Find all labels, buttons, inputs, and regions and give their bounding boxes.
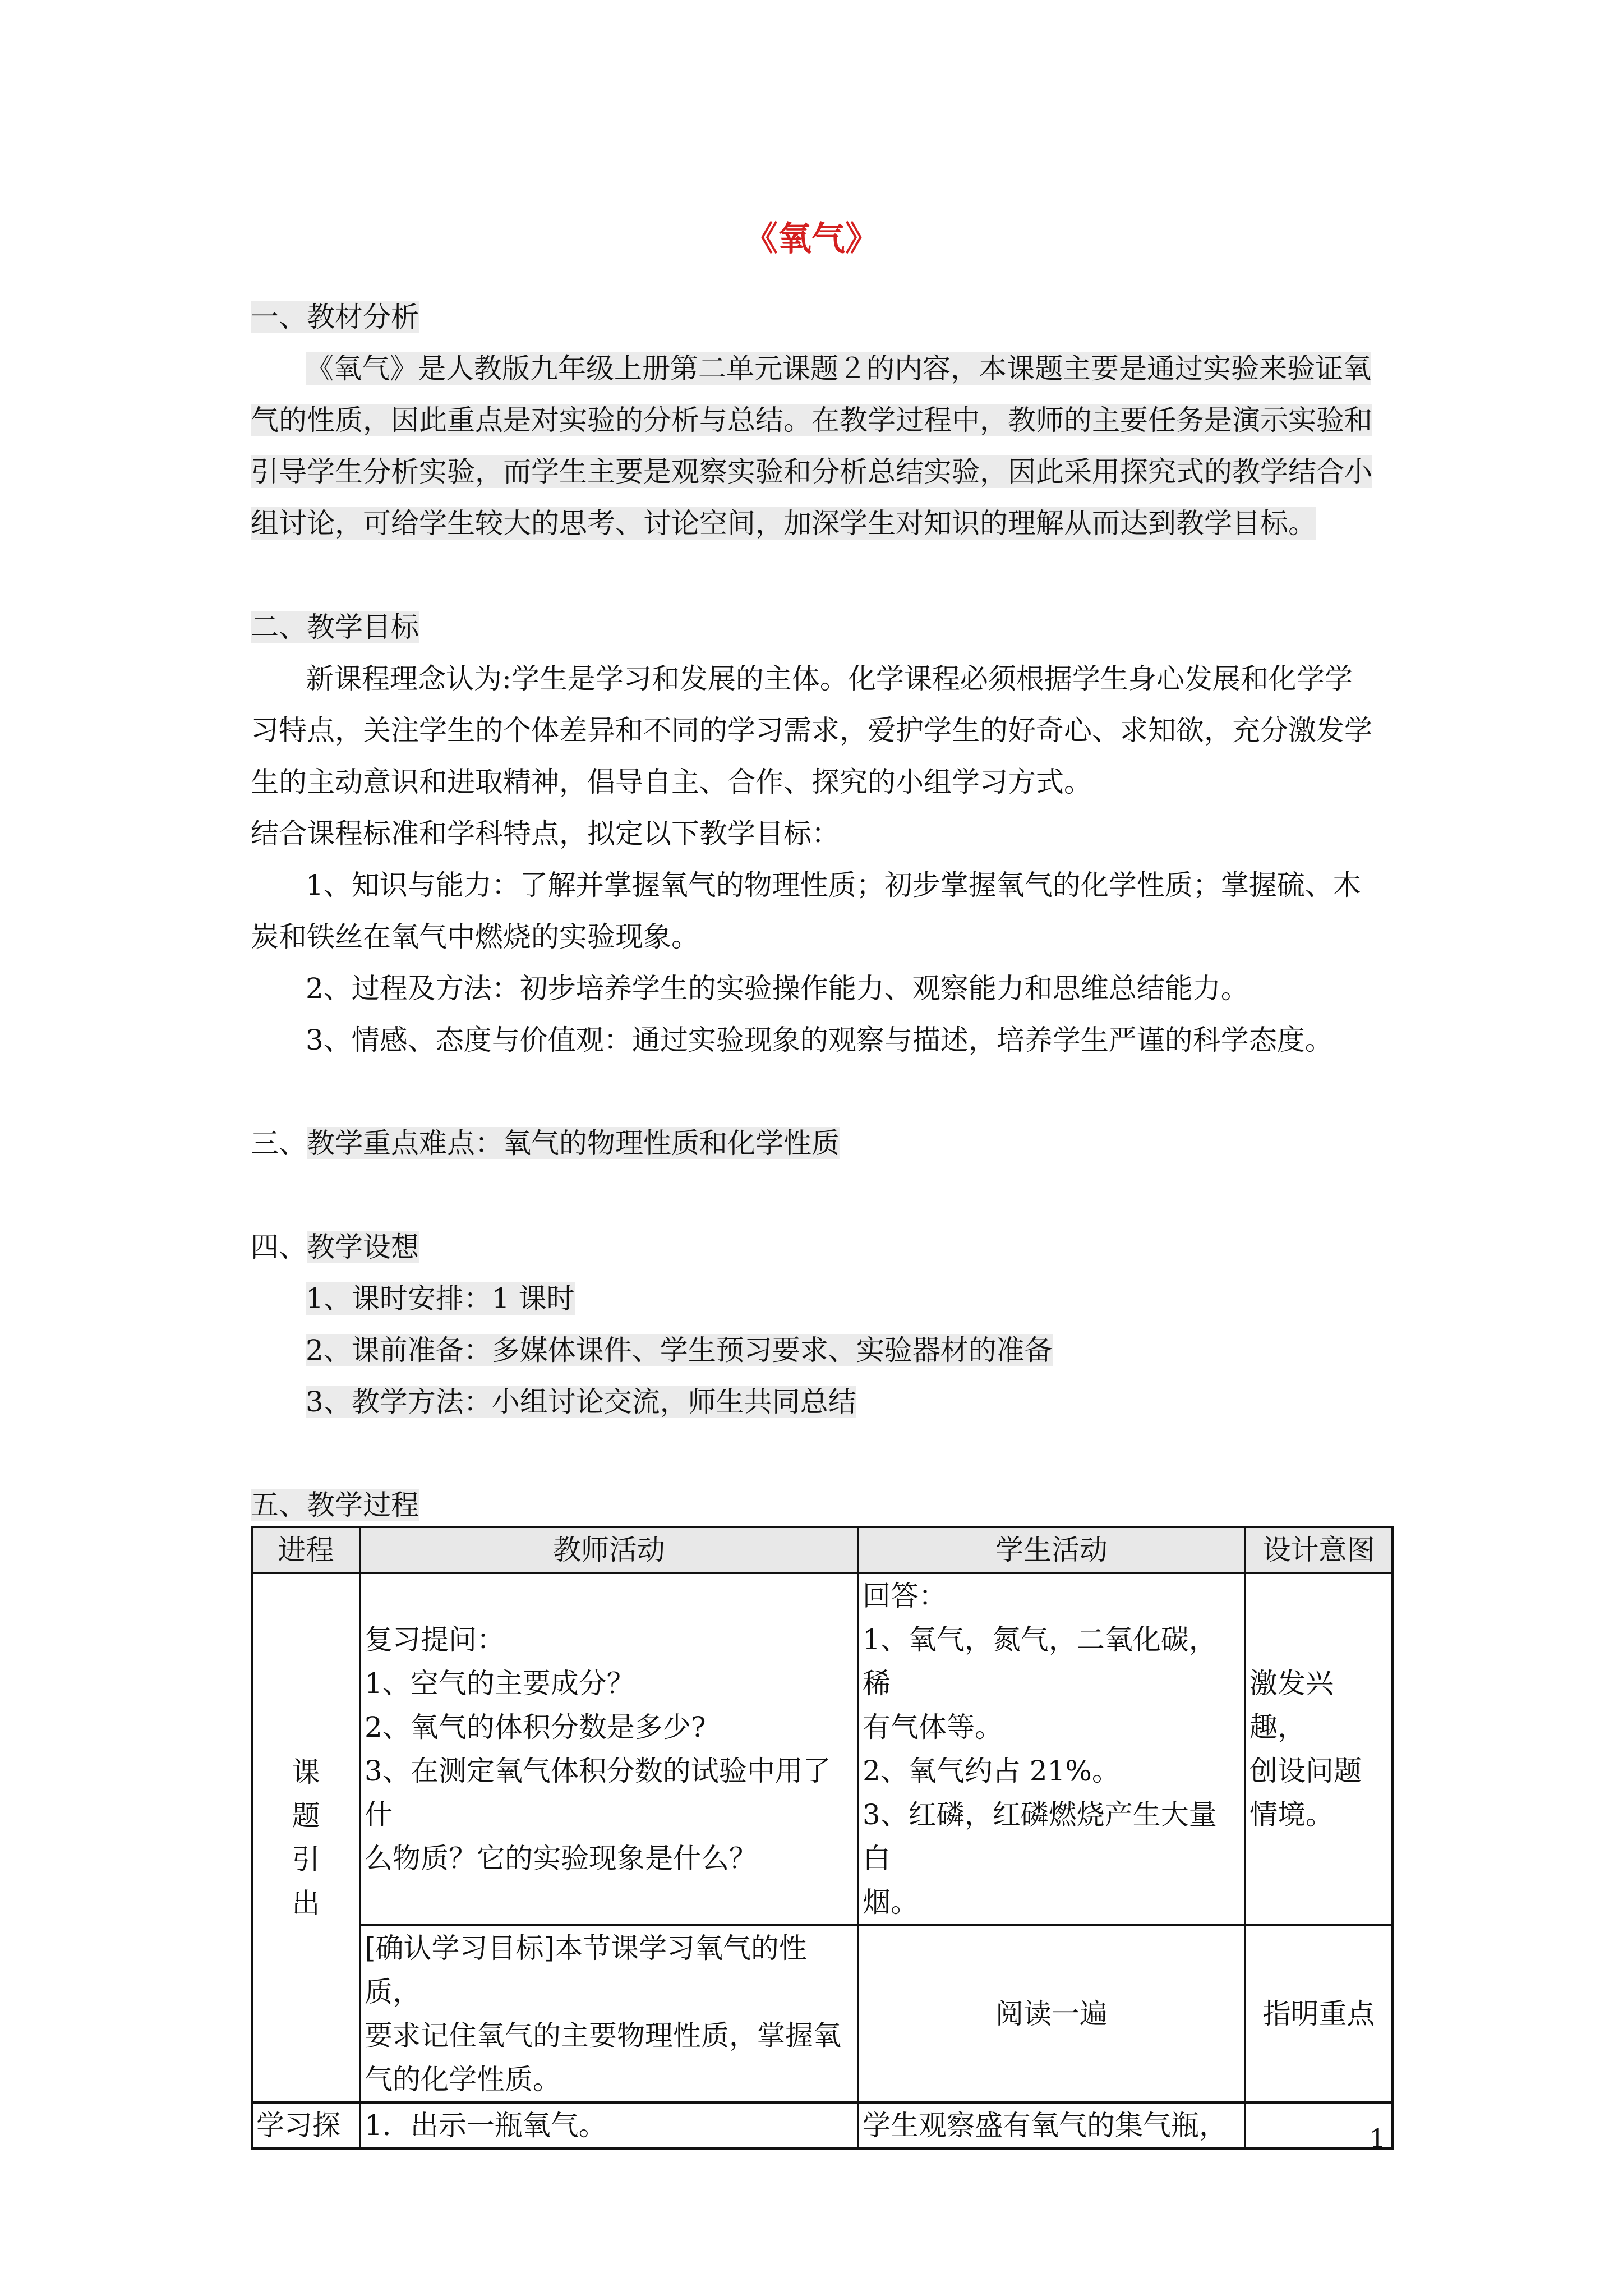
paragraph-line: 结合课程标准和学科特点，拟定以下教学目标： <box>251 817 840 850</box>
paragraph-line: 1、知识与能力：了解并掌握氧气的物理性质；初步掌握氧气的化学性质；掌握硫、木 <box>306 869 1361 901</box>
list-item <box>306 1382 856 1421</box>
teacher-activity-cell <box>360 1925 858 2102</box>
paragraph-line: 炭和铁丝在氧气中燃烧的实验现象。 <box>251 921 699 953</box>
cell-line: 激发兴趣， <box>1249 1667 1334 1743</box>
section-heading-5 <box>251 1485 419 1525</box>
student-activity-cell: 阅读一遍 <box>858 1925 1245 2102</box>
paragraph-line <box>251 504 1316 543</box>
teacher-activity-cell <box>360 1573 858 1925</box>
page-number: 1 <box>1369 2123 1386 2154</box>
section-heading-5-text: 五、教学过程 <box>251 1489 419 1521</box>
student-activity-cell <box>858 1573 1245 1925</box>
cell-line: 1、氧气，氮气，二氧化碳，稀 <box>863 1623 1217 1700</box>
cell-line: 情境。 <box>1249 1798 1334 1831</box>
column-header: 学生活动 <box>858 1527 1245 1573</box>
section-heading-2-text: 二、教学目标 <box>251 611 419 643</box>
cell-line: 1、空气的主要成分？ <box>365 1667 635 1700</box>
cell-line: 复习提问： <box>365 1623 505 1656</box>
cell-line: 2、氧气约占 21%。 <box>863 1755 1120 1787</box>
list-item-text: 3、教学方法：小组讨论交流，师生共同总结 <box>306 1386 856 1418</box>
table-row <box>252 1925 1393 2102</box>
paragraph-line: 生的主动意识和进取精神，倡导自主、合作、探究的小组学习方式。 <box>251 766 1092 798</box>
section-heading-3-prefix: 三、 <box>251 1127 307 1159</box>
list-item <box>306 1279 575 1318</box>
cell-line: 回答： <box>863 1580 947 1612</box>
column-header: 进程 <box>252 1527 360 1573</box>
cell-line: 3、在测定氧气体积分数的试验中用了什 <box>365 1755 831 1831</box>
section-heading-2 <box>251 608 419 647</box>
cell-line: 么物质？它的实验现象是什么？ <box>365 1842 757 1875</box>
table-row <box>252 2102 1393 2148</box>
stage-cell <box>252 1573 360 2102</box>
cell-line: 3、红磷，红磷燃烧产生大量白 <box>863 1798 1217 1875</box>
section-heading-1 <box>251 297 419 337</box>
section-heading-3-text: 教学重点难点：氧气的物理性质和化学性质 <box>307 1127 840 1159</box>
paragraph-line: 习特点，关注学生的个体差异和不同的学习需求，爱护学生的好奇心、求知欲，充分激发学 <box>251 714 1372 747</box>
paragraph-line-text: 《氧气》是人教版九年级上册第二单元课题２的内容，本课题主要是通过实验来验证氧 <box>306 352 1371 385</box>
design-purpose-cell: 指明重点 <box>1245 1925 1393 2102</box>
teaching-process-table <box>251 1526 1394 2150</box>
teacher-activity-cell: 1．出示一瓶氧气。 <box>360 2102 858 2148</box>
cell-line: [确认学习目标]本节课学习氧气的性质， <box>365 1932 808 2008</box>
list-item-text: 2、课前准备：多媒体课件、学生预习要求、实验器材的准备 <box>306 1334 1053 1366</box>
paragraph-line: 新课程理念认为:学生是学习和发展的主体。化学课程必须根据学生身心发展和化学学 <box>306 662 1353 695</box>
stage-char: 课 <box>292 1756 320 1788</box>
cell-line: 2、氧气的体积分数是多少? <box>365 1711 706 1743</box>
column-header: 教师活动 <box>360 1527 858 1573</box>
column-header: 设计意图 <box>1245 1527 1393 1573</box>
section-heading-4 <box>251 1227 419 1267</box>
table-header-row <box>252 1527 1393 1573</box>
paragraph-line <box>306 349 1371 388</box>
paragraph-line <box>251 401 1372 440</box>
list-item <box>306 1331 1053 1370</box>
design-purpose-cell <box>1245 1573 1393 1925</box>
stage-cell: 学习探 <box>252 2102 360 2148</box>
cell-line: 烟。 <box>863 1886 919 1918</box>
list-item-text: 1、课时安排：1 课时 <box>306 1282 575 1315</box>
cell-line: 创设问题 <box>1249 1755 1362 1787</box>
cell-line: 气的化学性质。 <box>365 2063 561 2096</box>
student-activity-cell: 学生观察盛有氧气的集气瓶， <box>858 2102 1245 2148</box>
stage-char: 题 <box>292 1800 320 1832</box>
section-heading-4-prefix: 四、 <box>251 1231 307 1263</box>
paragraph-line: 3、情感、态度与价值观：通过实验现象的观察与描述，培养学生严谨的科学态度。 <box>306 1024 1333 1056</box>
stage-char: 引 <box>292 1843 320 1876</box>
cell-line: 要求记住氧气的主要物理性质，掌握氧 <box>365 2019 841 2052</box>
cell-line: 有气体等。 <box>863 1711 1003 1743</box>
paragraph-line-text: 引导学生分析实验，而学生主要是观察实验和分析总结实验，因此采用探究式的教学结合小 <box>251 455 1372 488</box>
paragraph-line: 2、过程及方法：初步培养学生的实验操作能力、观察能力和思维总结能力。 <box>306 972 1249 1005</box>
section-heading-1-text: 一、教材分析 <box>251 301 419 333</box>
document-title: 《氧气》 <box>744 219 879 259</box>
table-row <box>252 1573 1393 1925</box>
paragraph-line <box>251 452 1372 491</box>
paragraph-line-text: 气的性质，因此重点是对实验的分析与总结。在教学过程中，教师的主要任务是演示实验和 <box>251 404 1372 436</box>
stage-char: 出 <box>292 1887 320 1920</box>
section-heading-3 <box>251 1124 840 1163</box>
paragraph-line-text: 组讨论，可给学生较大的思考、讨论空间，加深学生对知识的理解从而达到教学目标。 <box>251 507 1316 540</box>
section-heading-4-text: 教学设想 <box>307 1231 419 1263</box>
